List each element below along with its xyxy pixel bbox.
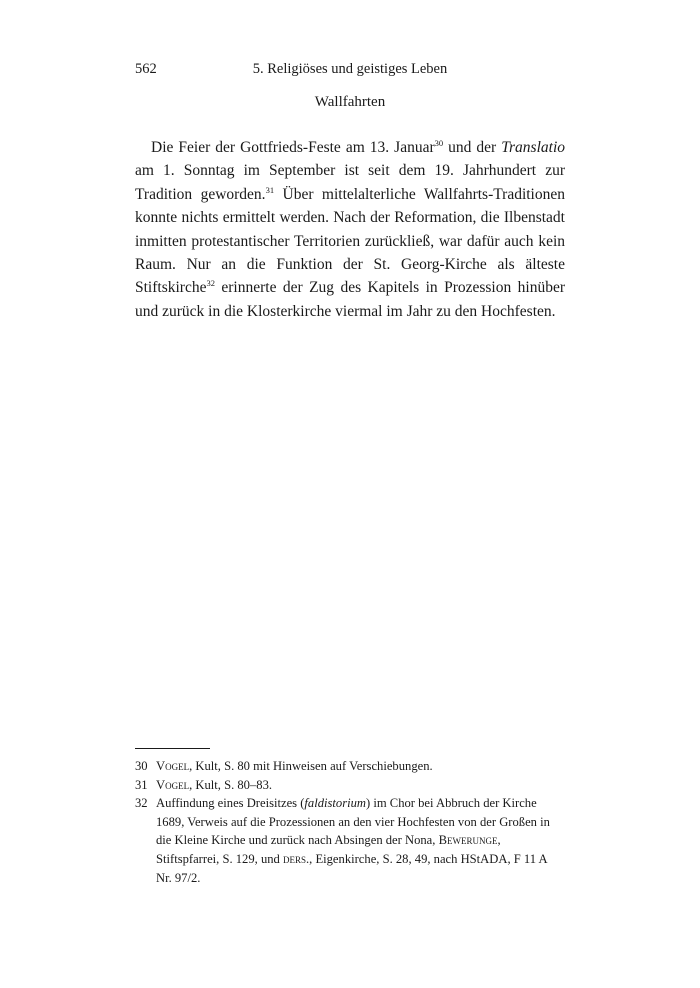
footnote-italic-term: faldistorium bbox=[304, 796, 367, 811]
footnote-author: Bewerunge bbox=[438, 833, 498, 848]
body-paragraph bbox=[135, 136, 565, 323]
section-heading: Wallfahrten bbox=[314, 94, 386, 110]
running-head bbox=[135, 61, 565, 83]
footnote-author: ders. bbox=[282, 851, 310, 866]
page-number: 562 bbox=[135, 61, 157, 77]
footnote-ref-32: 32 bbox=[206, 278, 215, 289]
footnote-number: 30 bbox=[135, 759, 148, 773]
chapter-title: 5. Religiöses und geistiges Leben bbox=[252, 61, 448, 77]
body-text-segment: Die Feier der Gottfrieds-Feste am 13. Januar bbox=[151, 139, 435, 156]
body-text-segment: und der bbox=[443, 139, 502, 156]
body-text-segment: Über mittelalterliche Wallfahrts-Traditionen konnte nichts ermittelt werden. Nach der Reformation, die Ilbenstadt inmitten protestantischer Territorien zurückließ, war dafür auch kein Raum. Nur an die Funktion der St. Georg-Kirche als älteste Stiftskirche bbox=[135, 185, 565, 297]
footnote-text: , Eigenkirche, S. 28, 49, nach HStADA, F 11 A Nr. 97/2. bbox=[156, 851, 547, 885]
footnote-text: ) im Chor bei Abbruch der Kirche 1689, Verweis auf die Prozessionen an den vier Hochfesten von der Großen in die Kleine Kirche und zurück nach Absingen der Nona, bbox=[156, 796, 550, 848]
body-text-segment: am 1. Sonntag im September ist seit dem 19. Jahrhundert zur Tradition geworden. bbox=[135, 162, 565, 203]
footnote-text: , Stiftspfarrei, S. 129, und bbox=[156, 833, 501, 866]
footnote-text: Auffindung eines Dreisitzes ( bbox=[156, 796, 305, 811]
italic-term: Translatio bbox=[501, 139, 565, 156]
footnote-text: , Kult, S. 80 mit Hinweisen auf Verschiebungen. bbox=[189, 759, 433, 773]
footnote-number: 32 bbox=[135, 796, 148, 811]
footnote-text: , Kult, S. 80–83. bbox=[189, 777, 273, 792]
footnote-author: Vogel bbox=[156, 777, 190, 792]
footnote-31 bbox=[135, 776, 565, 795]
footnote-author: Vogel bbox=[156, 759, 190, 773]
footnote-ref-31: 31 bbox=[265, 184, 275, 195]
footnote-ref-30: 30 bbox=[434, 138, 444, 148]
footnote-32 bbox=[135, 794, 565, 887]
footnote-number: 31 bbox=[135, 777, 148, 792]
footnote-divider bbox=[135, 748, 210, 749]
body-text-segment: erinnerte der Zug des Kapitels in Prozession hinüber und zurück in die Klosterkirche viermal im Jahr zu den Hochfesten. bbox=[135, 279, 565, 320]
footnotes bbox=[135, 757, 565, 887]
footnote-30 bbox=[135, 757, 565, 776]
